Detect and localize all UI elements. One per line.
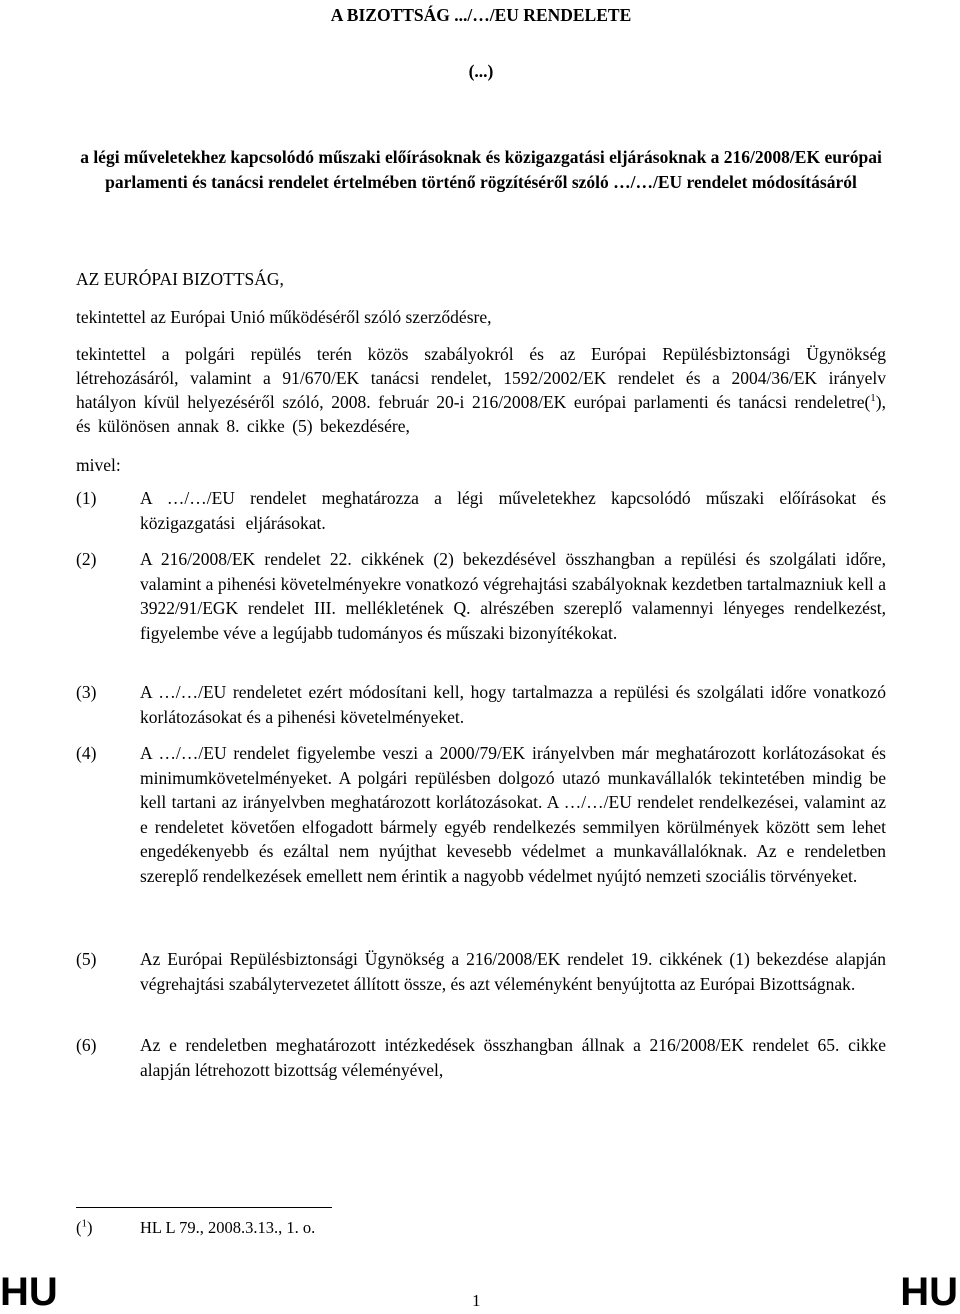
footnote-text: HL L 79., 2008.3.13., 1. o. (140, 1218, 316, 1237)
footnote-separator (76, 1207, 332, 1208)
recital-item (76, 947, 886, 996)
recital-item (76, 680, 886, 729)
footnote-marker-open: ( (76, 1218, 82, 1237)
regulation-title: A BIZOTTSÁG .../…/EU RENDELETE (330, 5, 632, 25)
recital-basic-regulation (76, 342, 886, 438)
recital-item (76, 741, 886, 888)
language-code-right: HU (900, 1270, 958, 1314)
recital-item (76, 1033, 886, 1082)
recital-treaty: tekintettel az Európai Unió működéséről szóló szerződésre, (76, 307, 492, 327)
regulation-subject: a légi műveletekhez kapcsolódó műszaki előírásoknak és közigazgatási eljárásoknak a 216/2008/EK európai parlamenti és tanácsi rendelet értelmében történő rögzítéséről szóló …/…/EU rendelet módosításáról (80, 147, 882, 192)
recital-basic-regulation-text-after: ), és különösen annak 8. cikke (5) bekezdésére, (76, 392, 886, 436)
recital-text: A …/…/EU rendeletet ezért módosítani kell, hogy tartalmazza a repülési és szolgálati időre vonatkozó korlátozásokat és a pihenési követelményeket. (140, 682, 886, 727)
regulation-date: (...) (468, 61, 494, 81)
recital-text: A 216/2008/EK rendelet 22. cikkének (2) bekezdésével összhangban a repülési és szolgálati időre, valamint a pihenési követelményekre vonatkozó végrehajtási szabályoknak kezdetben tartalmazniuk kell a 3922/91/EGK rendelet III. mellékletének Q. alrészében szereplő valamennyi lényeges rendelkezést, figyelembe véve a legújabb tudományos és műszaki bizonyítékokat. (140, 549, 886, 643)
footnote-marker-number: 1 (81, 1217, 87, 1230)
recital-number: (6) (76, 1035, 97, 1055)
language-code-left: HU (0, 1270, 58, 1314)
whereas-label: mivel: (76, 455, 121, 475)
recital-item (76, 547, 886, 645)
recital-number: (4) (76, 743, 97, 763)
recital-number: (3) (76, 682, 97, 702)
footnote-marker (76, 1218, 93, 1238)
recital-basic-regulation-text-before: tekintettel a polgári repülés terén közös szabályokról és az Európai Repülésbiztonsági Ügynökség létrehozásáról, valamint a 91/670/EK tanácsi rendelet, 1592/2002/EK rendelet és a 2004/36/EK irányelv hatályon kívül helyezéséről szóló, 2008. február 20-i 216/2008/EK európai parlamenti és tanácsi rendeletre( (76, 344, 886, 412)
authority-line: AZ EURÓPAI BIZOTTSÁG, (76, 269, 284, 289)
recital-number: (1) (76, 488, 97, 508)
recital-item (76, 486, 886, 535)
footnote-reference[interactable]: 1 (870, 392, 876, 405)
recital-text: A …/…/EU rendelet figyelembe veszi a 2000/79/EK irányelvben már meghatározott korlátozásokat és minimumkövetelményeket. A polgári repülésben dolgozó utazó munkavállalók tekintetében mindig be kell tartani az irányelvben meghatározott korlátozásokat. A …/…/EU rendelet rendelkezései, valamint az e rendeletet követően elfogadott bármely egyéb rendelkezés semmilyen körülmények között sem lehet engedékenyebb és ezáltal nem nyújthat kevesebb védelmet a munkavállalóknak. Az e rendeletben szereplő rendelkezések emellett nem érintik a nagyobb védelmet nyújtó nemzeti szociális törvényeket. (140, 743, 886, 886)
recital-number: (5) (76, 949, 97, 969)
recital-number: (2) (76, 549, 97, 569)
recital-text: Az Európai Repülésbiztonsági Ügynökség a 216/2008/EK rendelet 19. cikkének (1) bekezdése alapján végrehajtási szabálytervezetet állított össze, és azt véleményként benyújtotta az Európai Bizottságnak. (140, 949, 886, 994)
page-number: 1 (472, 1291, 481, 1310)
recital-text: Az e rendeletben meghatározott intézkedések összhangban állnak a 216/2008/EK rendelet 65. cikke alapján létrehozott bizottság véleményével, (140, 1035, 886, 1080)
footnote-marker-close: ) (87, 1218, 93, 1237)
recital-text: A …/…/EU rendelet meghatározza a légi műveletekhez kapcsolódó műszaki előírásokat és közigazgatási eljárásokat. (140, 488, 886, 533)
